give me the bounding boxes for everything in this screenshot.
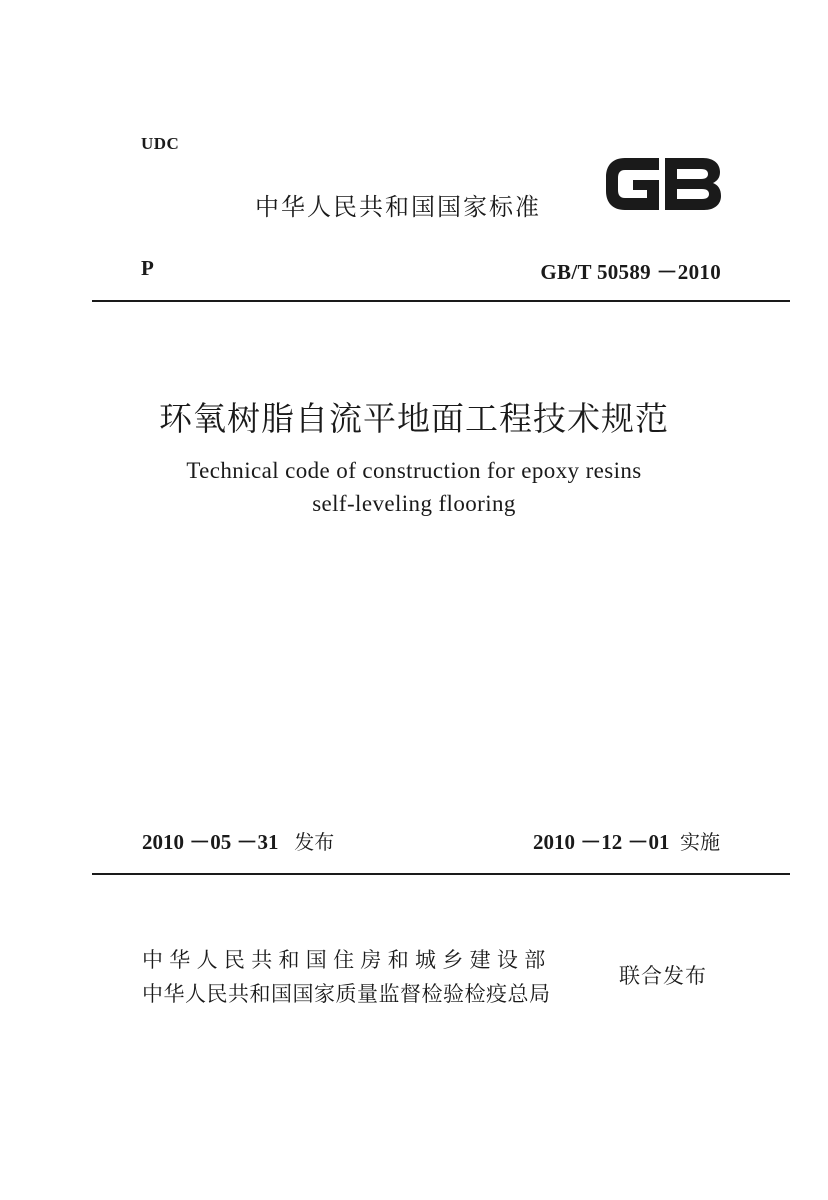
issue-date: 2010 －05 －31 [142, 830, 279, 854]
udc-label: UDC [141, 134, 180, 153]
national-standard-heading: 中华人民共和国国家标准 [255, 193, 541, 221]
english-title [0, 454, 828, 520]
issuer-department-2: 中华人民共和国国家质量监督检验检疫总局 [142, 982, 551, 1006]
ccs-code: P [141, 256, 154, 280]
issue-label: 发布 [294, 830, 335, 854]
standard-number: GB/T 50589 －2010 [540, 260, 721, 284]
issue-date-block [142, 826, 334, 856]
top-divider [92, 300, 790, 302]
english-title-line-2: self-leveling flooring [312, 491, 516, 516]
gb-logo [603, 152, 723, 216]
issuer-department-1: 中华人民共和国住房和城乡建设部 [142, 948, 552, 972]
bottom-divider [92, 873, 790, 875]
joint-issue-label: 联合发布 [619, 964, 707, 988]
implementation-date: 2010 －12 －01 [533, 830, 670, 854]
implementation-label: 实施 [680, 830, 720, 854]
chinese-title: 环氧树脂自流平地面工程技术规范 [159, 399, 669, 438]
english-title-line-1: Technical code of construction for epoxy resins [186, 458, 642, 483]
implementation-date-block [533, 826, 720, 856]
